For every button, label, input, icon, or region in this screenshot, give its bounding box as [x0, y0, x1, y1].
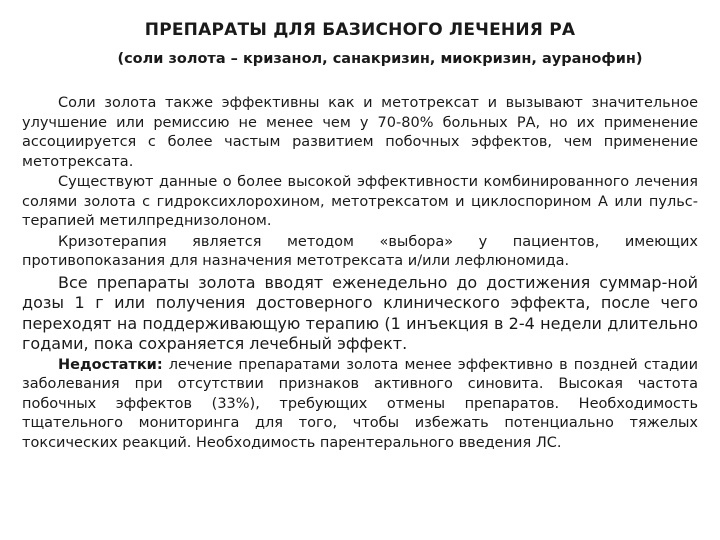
- paragraph-drawbacks: [22, 356, 698, 454]
- paragraph-dosing: Все препараты золота вводят еженедельно до достижения суммар-ной дозы 1 г или получения достоверного клинического эффекта, после чего переходят на поддерживающую терапию (1 инъекция в 2-4 недели длительно годами, пока сохраняется лечебный эффект.: [22, 272, 698, 353]
- paragraph-combination-therapy: Существуют данные о более высокой эффективности комбинированного лечения солями золота с гидроксихлорохином, метотрексатом и циклоспорином А или пульс-терапией метилпреднизолоном.: [22, 174, 698, 229]
- paragraph-gold-efficacy: Соли золота также эффективны как и метотрексат и вызывают значительное улучшение или ремиссию не менее чем у 70-80% больных РА, но их применение ассоциируется с более частым развитием побочных эффектов, чем применение метотрексата.: [22, 95, 698, 170]
- slide-title: ПРЕПАРАТЫ ДЛЯ БАЗИСНОГО ЛЕЧЕНИЯ РА: [144, 20, 576, 40]
- drawbacks-label: Недостатки:: [58, 356, 163, 373]
- slide-body: [22, 94, 698, 453]
- slide-subtitle: (соли золота – кризанол, санакризин, миокризин, ауранофин): [117, 51, 643, 67]
- paragraph-chrysotherapy-choice: Кризотерапия является методом «выбора» у пациентов, имеющих противопоказания для назначения метотрексата и/или лефлюномида.: [22, 233, 698, 269]
- drawbacks-text: лечение препаратами золота менее эффективно в поздней стадии заболевания при отсутствии признаков активного синовита. Высокая частота побочных эффектов (33%), требующих отмены препаратов. Необходимость тщательного мониторинга для того, чтобы избежать потенциально тяжелых токсических реакций. Необходимость парентерального введения ЛС.: [22, 356, 698, 451]
